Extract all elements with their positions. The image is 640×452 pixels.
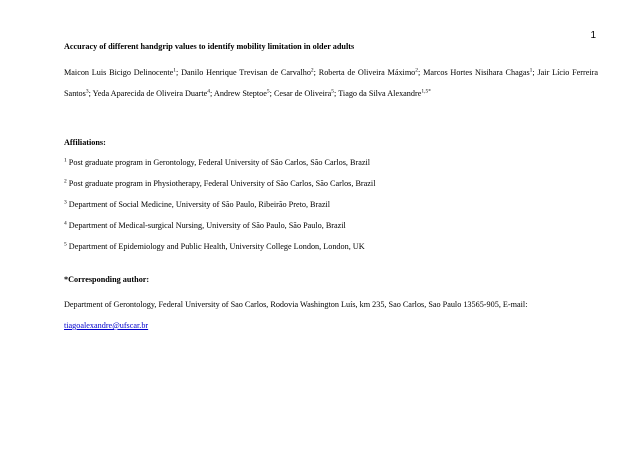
author-name: Maicon Luis Bicigo Delinocente	[64, 68, 174, 77]
author-name: Yeda Aparecida de Oliveira Duarte	[92, 89, 208, 98]
affiliation-number: 3	[64, 199, 67, 206]
author-affiliation-marker: 2	[415, 67, 419, 74]
author-entry	[214, 89, 274, 98]
affiliation-item	[64, 241, 598, 252]
author-affiliation-marker: 1	[529, 67, 533, 74]
author-entry	[423, 68, 537, 77]
affiliations-heading: Affiliations:	[64, 138, 106, 147]
corresponding-author-details	[64, 294, 598, 336]
author-name: Danilo Henrique Trevisan de Carvalho	[181, 68, 311, 77]
affiliation-text: Post graduate program in Gerontology, Federal University of São Carlos, São Carlos, Brazil	[66, 158, 371, 167]
corresponding-author-heading: *Corresponding author:	[64, 275, 150, 284]
author-list	[64, 62, 598, 104]
affiliation-text: Department of Social Medicine, University of São Paulo, Ribeirão Preto, Brazil	[66, 200, 331, 209]
author-name: Roberta de Oliveira Máximo	[318, 68, 416, 77]
author-entry	[319, 68, 423, 77]
author-entry	[274, 89, 338, 98]
author-name: Cesar de Oliveira	[273, 89, 332, 98]
author-separator: ;	[176, 68, 182, 77]
affiliation-text: Department of Medical-surgical Nursing, University of São Paulo, São Paulo, Brazil	[66, 221, 346, 230]
affiliation-text: Post graduate program in Physiotherapy, Federal University of São Carlos, São Carlos, Brazil	[66, 179, 376, 188]
affiliation-number: 5	[64, 241, 67, 248]
author-name: Andrew Steptoe	[213, 89, 267, 98]
affiliation-number: 4	[64, 220, 67, 227]
author-name: Marcos Hortes Nisihara Chagas	[423, 68, 530, 77]
page-number: 1	[590, 30, 596, 41]
author-separator: ;	[210, 89, 214, 98]
author-affiliation-marker: 5	[331, 88, 335, 95]
affiliation-item	[64, 157, 598, 168]
corresponding-email-link[interactable]: tiagoalexandre@ufscar.br	[64, 321, 149, 330]
author-separator: ;	[418, 68, 424, 77]
author-affiliation-marker: 5	[266, 88, 270, 95]
author-entry	[181, 68, 319, 77]
paper-title: Accuracy of different handgrip values to identify mobility limitation in older adults	[64, 42, 355, 51]
author-separator: ;	[313, 68, 319, 77]
affiliation-item	[64, 220, 598, 231]
author-separator: ;	[334, 89, 339, 98]
affiliation-item	[64, 199, 598, 210]
affiliation-item	[64, 178, 598, 189]
document-body	[64, 41, 598, 344]
corresponding-address: Department of Gerontology, Federal University of Sao Carlos, Rodovia Washington Luís, km 235, Sao Carlos, Sao Paulo 13565-905, E-mail:	[64, 300, 528, 309]
author-entry	[338, 89, 431, 98]
affiliation-number: 2	[64, 178, 67, 185]
author-affiliation-marker: 4	[207, 88, 211, 95]
author-name: Jair Lício Ferreira Santos	[64, 68, 599, 98]
author-separator: ;	[269, 89, 274, 98]
author-affiliation-marker: 1	[173, 67, 177, 74]
author-name: Tiago da Silva Alexandre	[338, 89, 422, 98]
affiliations-list	[64, 157, 598, 252]
author-affiliation-marker: 2	[310, 67, 314, 74]
affiliation-number: 1	[64, 157, 67, 164]
author-affiliation-marker: 3	[85, 88, 89, 95]
author-separator: ;	[532, 68, 538, 77]
author-separator: ;	[88, 89, 93, 98]
author-affiliation-marker: 1,5*	[421, 88, 431, 95]
author-entry	[64, 68, 181, 77]
author-entry	[93, 89, 214, 98]
affiliation-text: Department of Epidemiology and Public Health, University College London, London, UK	[66, 242, 365, 251]
